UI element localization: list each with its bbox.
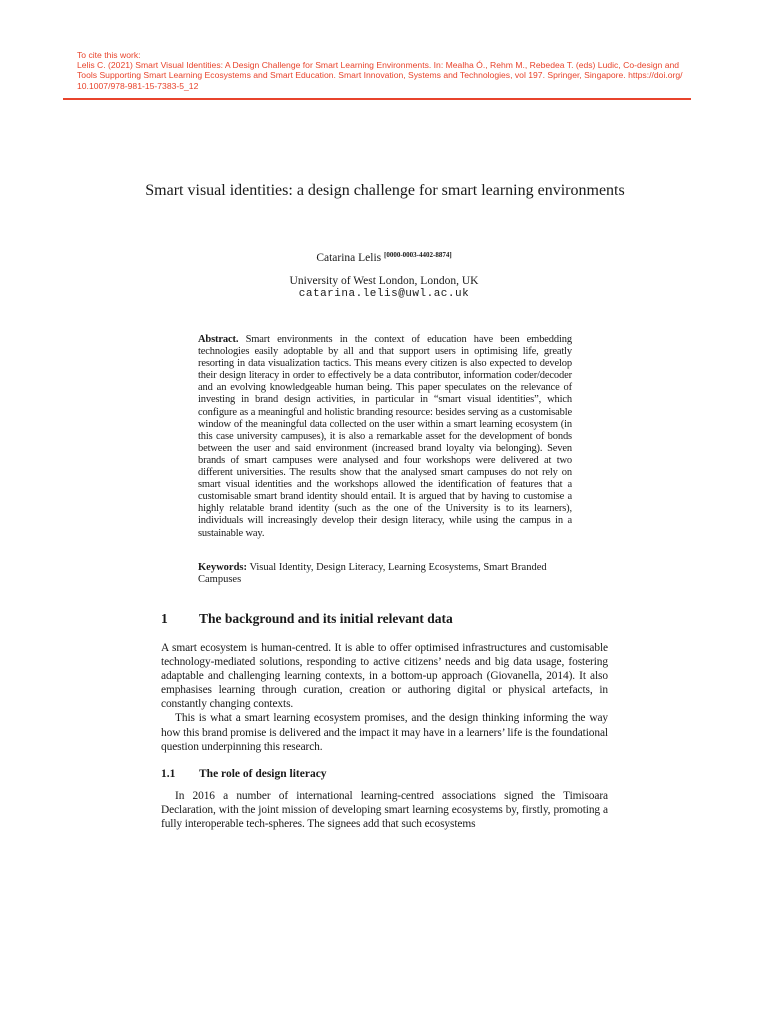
- section-title: The background and its initial relevant data: [199, 611, 453, 626]
- section-number: 1: [161, 611, 168, 626]
- author-orcid: [0000-0003-4402-8874]: [384, 251, 452, 259]
- keywords: [198, 562, 572, 586]
- body-paragraph: This is what a smart learning ecosystem promises, and the design thinking informing the way how this brand promise is delivered and the impact it may have in a learners’ life is the foundational question underpinning this research.: [161, 712, 608, 753]
- subsection-heading: [161, 767, 561, 781]
- citation-divider: [63, 98, 691, 100]
- abstract-label: Abstract.: [198, 334, 239, 345]
- citation-text: Lelis C. (2021) Smart Visual Identities: A Design Challenge for Smart Learning Environments. In: Mealha Ó., Rehm M., Rebedea T. (eds) Ludic, Co-design and Tools Supporting Smart Learning Ecosystems and Smart Education. Smart Innovation, Systems and Technologies, vol 197. Springer, Singapore. https://doi.org/ 10.1007/978-981-15-7383-5_12: [77, 60, 683, 91]
- citation-label: To cite this work:: [77, 50, 141, 60]
- section-body: [161, 641, 608, 754]
- citation-block: [77, 50, 697, 91]
- paper-title: Smart visual identities: a design challenge for smart learning environments: [145, 182, 625, 199]
- author-name: Catarina Lelis: [316, 252, 382, 264]
- body-paragraph: In 2016 a number of international learning-centred associations signed the Timisoara Declaration, with the joint mission of developing smart learning ecosystems by, firstly, promoting a fully interoperable tech-spheres. The signees add that such ecosystems: [161, 790, 608, 831]
- keywords-label: Keywords:: [198, 562, 247, 573]
- subsection-body: [161, 789, 608, 831]
- keywords-text: Visual Identity, Design Literacy, Learning Ecosystems, Smart Branded Campuses: [198, 562, 547, 586]
- author-email: catarina.lelis@uwl.ac.uk: [298, 288, 470, 300]
- section-heading: [161, 610, 621, 627]
- author-line: [0, 248, 768, 265]
- body-paragraph: A smart ecosystem is human-centred. It is able to offer optimised infrastructures and customisable technology-mediated solutions, responding to active citizens’ needs and big data usage, fostering adaptable and challenging learning contexts, in a bottom-up approach (Giovanella, 2014). It also emphasises learning through curation, creation or authoring digital or physical artefacts, in constantly changing contexts.: [161, 642, 608, 711]
- subsection-title: The role of design literacy: [199, 768, 327, 780]
- abstract: [198, 334, 572, 540]
- subsection-number: 1.1: [161, 768, 176, 780]
- abstract-text: Smart environments in the context of education have been embedding technologies easily adoptable by all and that support users in optimising life, greatly resorting in data visualization tactics. This means every citizen is also expected to develop their design literacy in order to effectively be a data contributor, information coder/decoder and an evolving knowledgeable human being. This paper speculates on the relevance of investing in brand design activities, in particular in “smart visual identities”, which configure as a meaningful and holistic branding resource: besides serving as a customisable window of the meaningful data collected on the user within a smart learning ecosystem (in this case university campuses), it is also a remarkable asset for the development of bonds between the user and said environment (increased brand loyalty via belonging). Seven brands of smart campuses were analysed and four workshops were delivered at two different universities. The results show that the analysed smart campuses do not rely on smart visual identities and the workshops allowed the identification of features that a customisable smart brand identity should entail. It is argued that by having to customise a highly relatable brand identity (such as the one of the University is to its learners), individuals will increasingly develop their design literacy, while using the campus in a sustainable way.: [198, 334, 572, 539]
- author-affiliation: University of West London, London, UK: [289, 275, 479, 287]
